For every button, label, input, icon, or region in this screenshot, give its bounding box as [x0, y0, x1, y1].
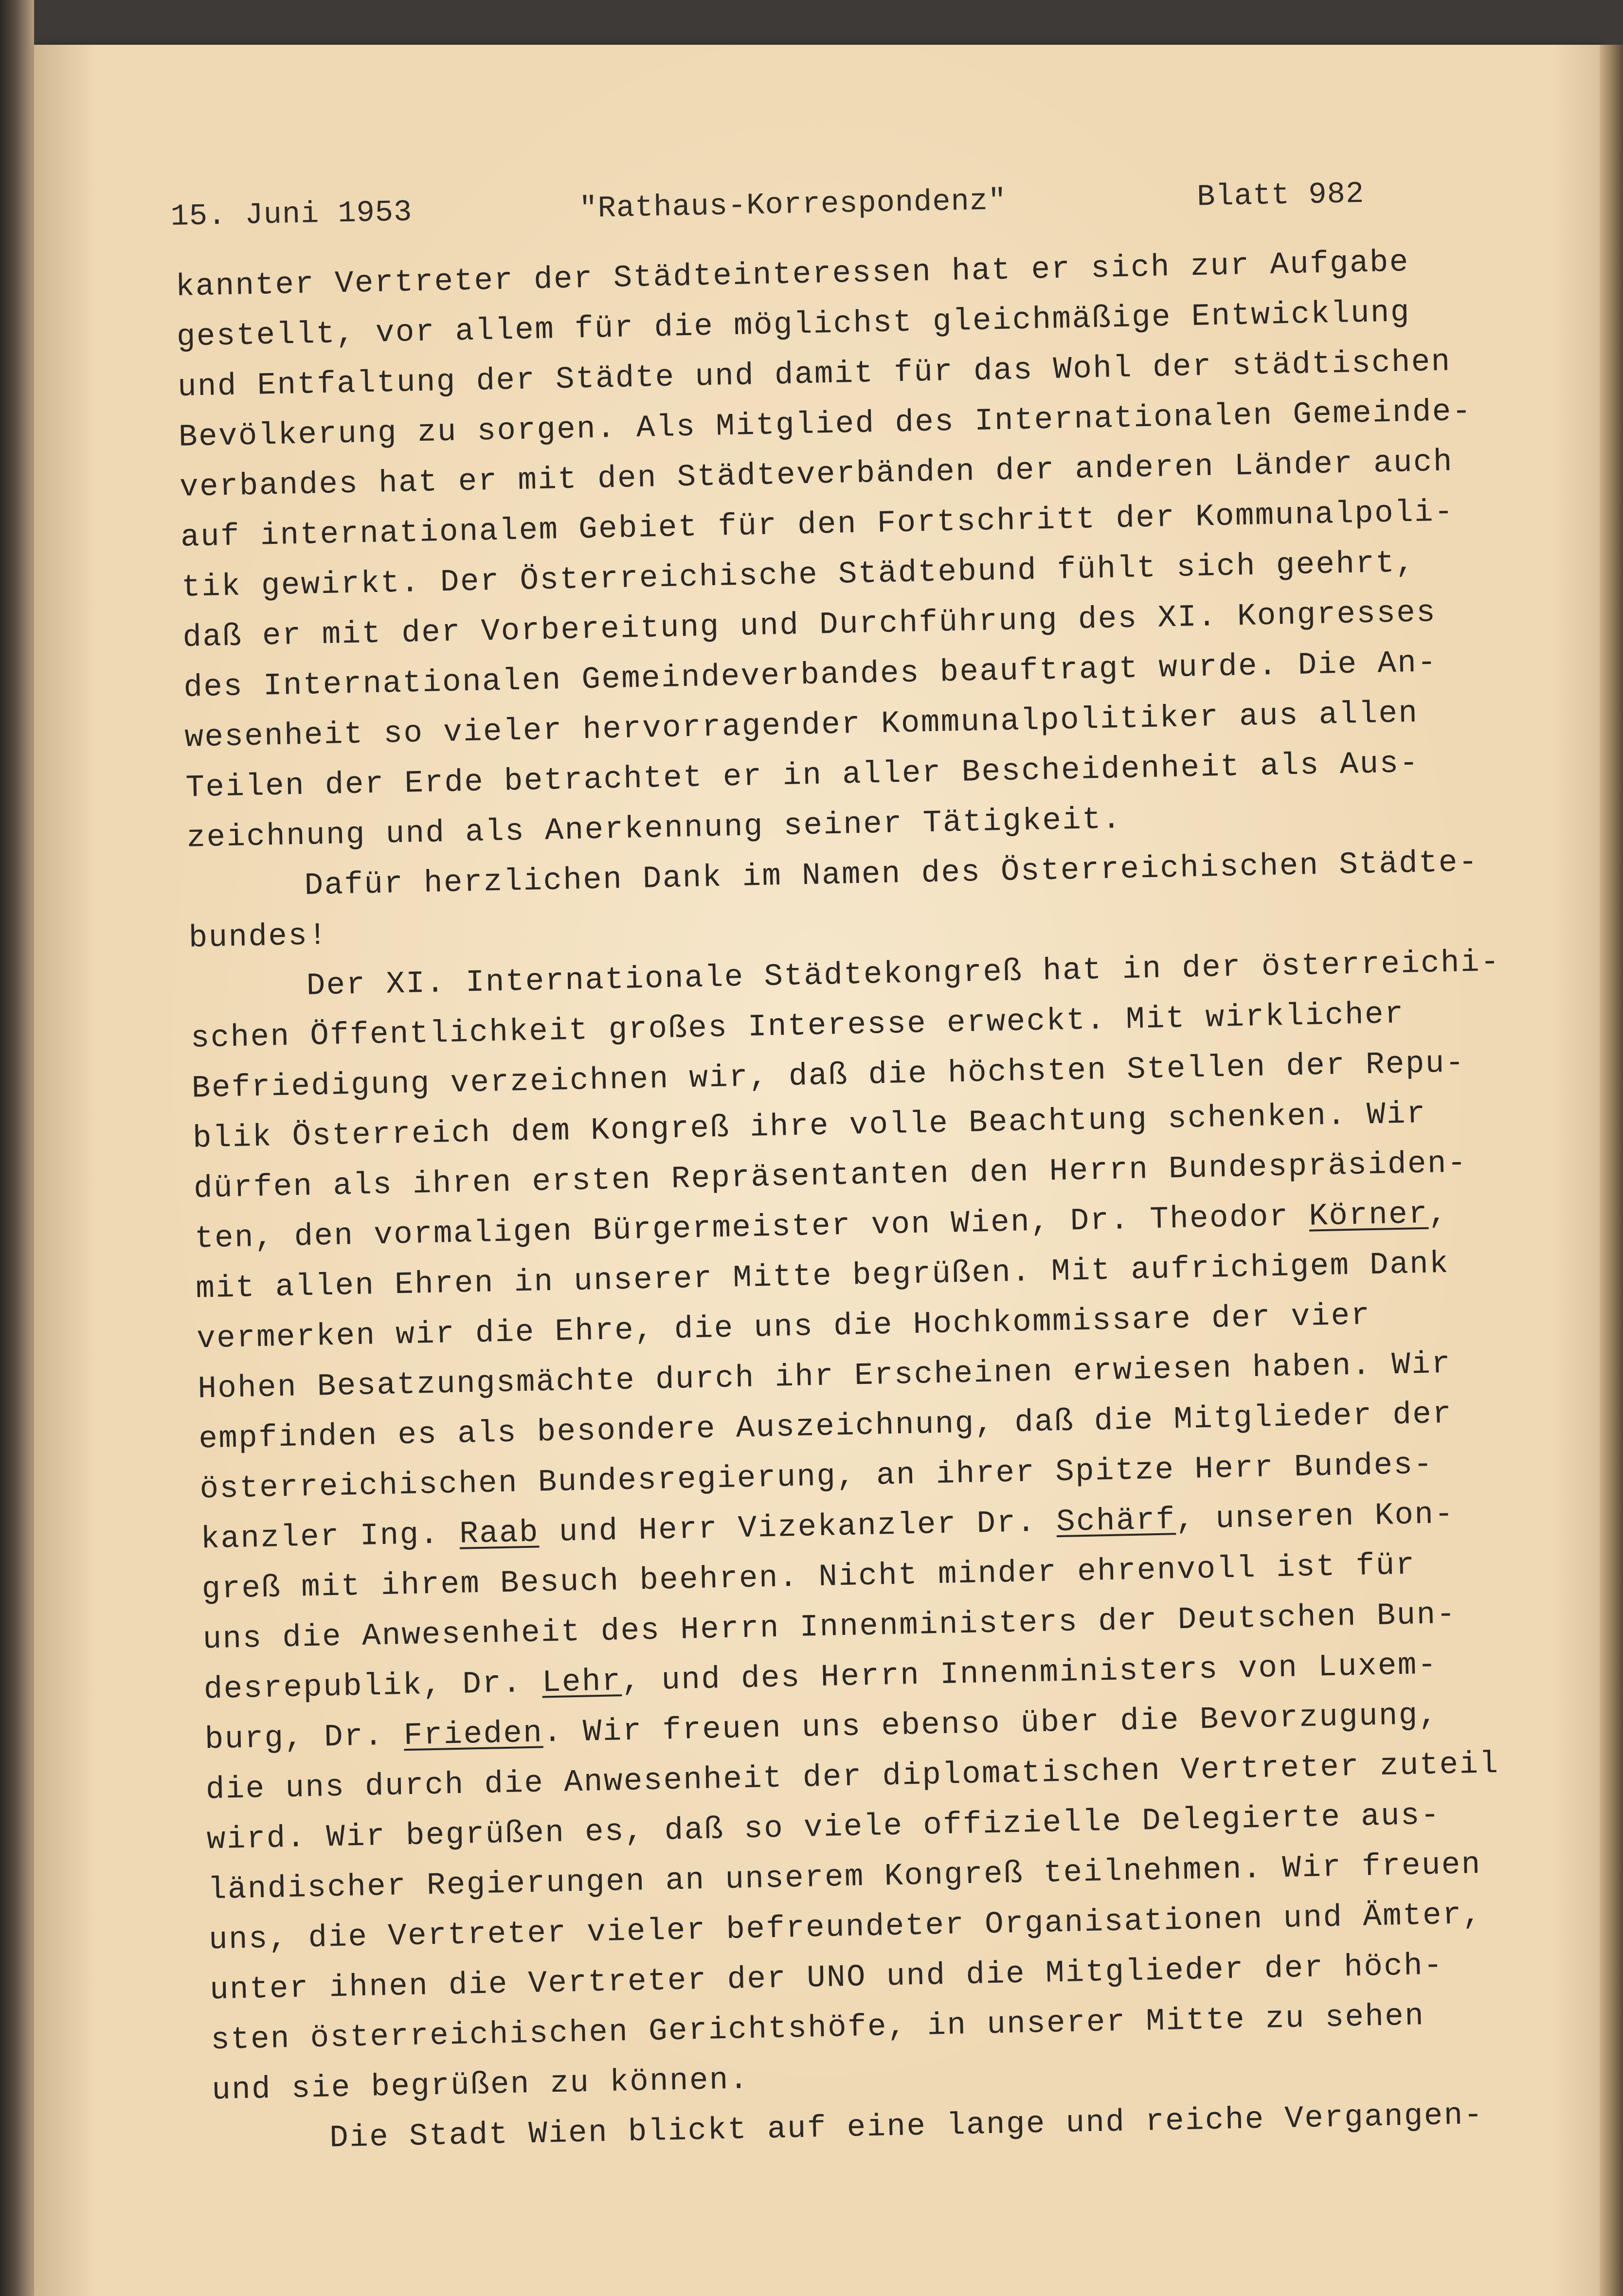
underlined-name: Schärf: [1056, 1503, 1176, 1541]
text-line: uns die Anwesenheit des Herrn Innenministers der Deutschen Bun-: [202, 1597, 1457, 1658]
text-segment: burg, Dr.: [204, 1719, 404, 1758]
text-segment: , und des Herrn Innenministers von Luxem-: [621, 1648, 1438, 1700]
page-edge: [1600, 45, 1623, 2296]
text-line: verbandes hat er mit den Städteverbänden der anderen Länder auch: [179, 445, 1454, 505]
text-line: empfinden es als besondere Auszeichnung, daß die Mitglieder der: [198, 1397, 1453, 1457]
text-segment: ten, den vormaligen Bürgermeister von Wien, Dr. Theodor: [194, 1199, 1310, 1257]
text-line: dürfen als ihren ersten Repräsentanten den Herrn Bundespräsiden-: [193, 1146, 1468, 1207]
text-line: des Internationalen Gemeindeverbandes beauftragt wurde. Die An-: [183, 646, 1438, 706]
text-line: gestellt, vor allem für die möglichst gleichmäßige Entwicklung: [176, 295, 1411, 355]
text-line: uns, die Vertreter vieler befreundeter Organisationen und Ämter,: [208, 1897, 1483, 1958]
underlined-name: Raab: [459, 1515, 540, 1552]
text-line: Teilen der Erde betrachtet er in aller Bescheidenheit als Aus-: [185, 746, 1420, 806]
text-line: blik Österreich dem Kongreß ihre volle Beachtung schenken. Wir: [192, 1096, 1427, 1157]
document-body: [175, 235, 1575, 2166]
text-line: mit allen Ehren in unserer Mitte begrüßen. Mit aufrichigem Dank: [195, 1246, 1450, 1307]
text-line: wird. Wir begrüßen es, daß so viele offizielle Delegierte aus-: [206, 1798, 1441, 1858]
underlined-name: Körner: [1308, 1197, 1429, 1235]
text-line: unter ihnen die Vertreter der UNO und die Mitglieder der höch-: [209, 1948, 1444, 2009]
paragraph-start-line: Der XI. Internationale Städtekongreß hat in der österreichi-: [306, 945, 1501, 1004]
text-line: auf internationalem Gebiet für den Fortschritt der Kommunalpoli-: [180, 495, 1455, 556]
text-segment: , unseren Kon-: [1175, 1497, 1455, 1538]
header-sheet-number: Blatt 982: [1196, 176, 1365, 215]
text-line: Befriedigung verzeichnen wir, daß die höchsten Stellen der Repu-: [191, 1046, 1466, 1107]
text-segment: . Wir freuen uns ebenso über die Bevorzugung,: [542, 1698, 1439, 1751]
paragraph-start-line: Dafür herzlichen Dank im Namen des Österreichischen Städte-: [304, 845, 1479, 904]
text-line: sten österreichischen Gerichtshöfe, in unserer Mitte zu sehen: [210, 1999, 1425, 2059]
text-line: daß er mit der Vorbereitung und Durchführung des XI. Kongresses: [182, 595, 1437, 656]
book-binding: [0, 0, 34, 2296]
text-line: und Entfaltung der Städte und damit für das Wohl der städtischen: [177, 344, 1452, 405]
header-title: "Rathaus-Korrespondenz": [578, 183, 1007, 226]
text-line: greß mit ihrem Besuch beehren. Nicht minder ehrenvoll ist für: [201, 1548, 1416, 1608]
underlined-name: Frieden: [403, 1716, 543, 1754]
header-date: 15. Juni 1953: [170, 195, 413, 234]
text-line: tik gewirkt. Der Österreichische Städtebund fühlt sich geehrt,: [181, 545, 1416, 606]
text-line: bundes!: [188, 918, 328, 956]
text-line: die uns durch die Anwesenheit der diplomatischen Vertreter zuteil: [205, 1747, 1500, 1808]
text-segment: ,: [1428, 1196, 1449, 1232]
text-line: Hohen Besatzungsmächte durch ihr Erscheinen erwiesen haben. Wir: [197, 1346, 1452, 1407]
text-segment: kanzler Ing.: [200, 1517, 460, 1558]
text-segment: desrepublik, Dr.: [203, 1666, 542, 1708]
text-line: und sie begrüßen zu können.: [211, 2063, 750, 2109]
text-line: zeichnung und als Anerkennung seiner Tätigkeit.: [186, 802, 1122, 856]
text-line: schen Öffentlichkeit großes Interesse erweckt. Mit wirklicher: [190, 997, 1405, 1057]
text-line: ländischer Regierungen an unserem Kongreß teilnehmen. Wir freuen: [207, 1847, 1482, 1908]
text-line: kannter Vertreter der Städteinteressen hat er sich zur Aufgabe: [175, 245, 1410, 305]
text-line: österreichischen Bundesregierung, an ihrer Spitze Herr Bundes-: [199, 1447, 1434, 1507]
paragraph-start-line: Die Stadt Wien blickt auf eine lange und reiche Vergangen-: [329, 2098, 1484, 2156]
underlined-name: Lehr: [541, 1664, 622, 1701]
text-segment: und Herr Vizekanzler Dr.: [539, 1505, 1057, 1551]
text-line: Bevölkerung zu sorgen. Als Mitglied des Internationalen Gemeinde-: [178, 394, 1473, 455]
text-line: wesenheit so vieler hervorragender Kommunalpolitiker aus allen: [184, 696, 1419, 756]
text-line: vermerken wir die Ehre, die uns die Hochkommissare der vier: [196, 1298, 1371, 1357]
